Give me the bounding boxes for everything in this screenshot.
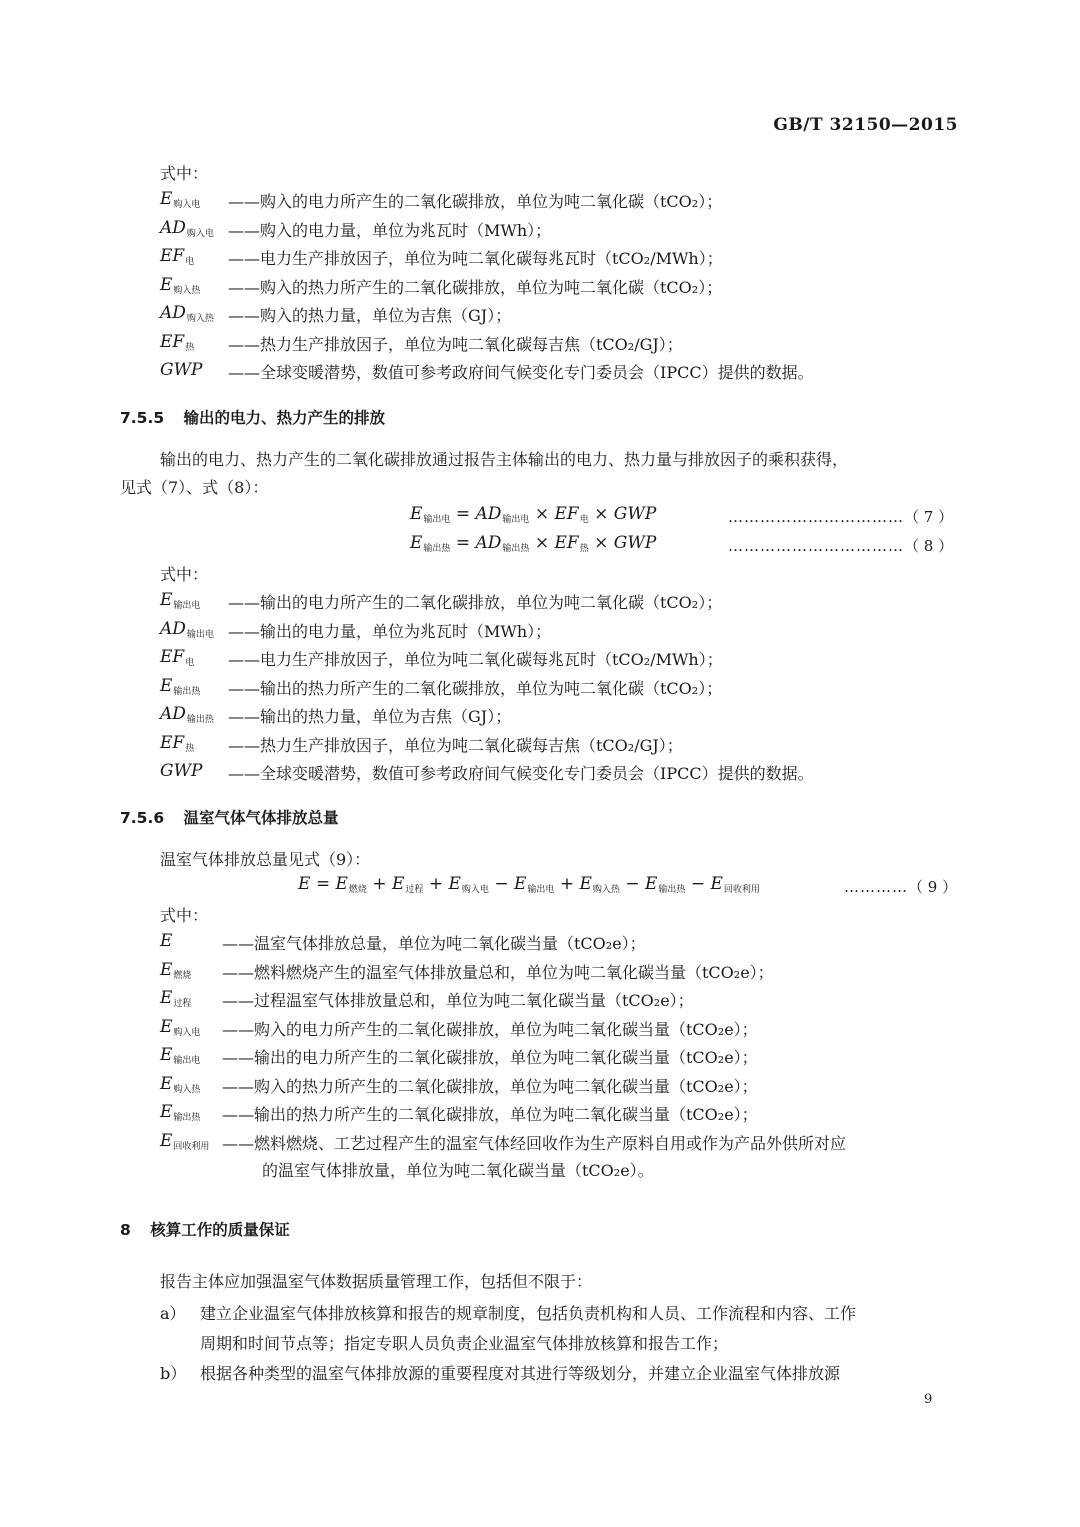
equation-7-leader — [728, 506, 953, 527]
symbol: E — [160, 988, 173, 1008]
definition-symbol — [160, 1102, 200, 1122]
definition-text: ——购入的电力量，单位为兆瓦时（MWh）； — [228, 220, 552, 240]
definition-symbol — [160, 590, 200, 610]
symbol-subscript: 购入电 — [173, 1027, 201, 1038]
symbol: EF — [160, 331, 185, 352]
symbol-subscript: 输出热 — [186, 715, 214, 725]
symbol: GWP — [160, 761, 203, 781]
symbol-subscript: 购入热 — [186, 314, 214, 324]
page-number: 9 — [924, 1392, 933, 1407]
definition-text: ——购入的电力所产生的二氧化碳排放，单位为吨二氧化碳（tCO₂）； — [228, 192, 723, 211]
symbol: EF — [160, 732, 185, 753]
symbol-subscript: 电 — [185, 658, 195, 668]
definition-symbol — [160, 360, 203, 380]
definition-symbol — [160, 960, 191, 980]
section-heading-8 — [120, 1218, 290, 1240]
definition-symbol — [160, 931, 172, 951]
definition-symbol — [160, 676, 200, 696]
definition-text: ——全球变暖潜势，数值可参考政府间气候变化专门委员会（IPCC）提供的数据。 — [228, 363, 814, 382]
definition-text: ——购入的热力所产生的二氧化碳排放，单位为吨二氧化碳（tCO₂）； — [228, 277, 723, 297]
definition-text: ——输出的热力量，单位为吉焦（GJ）； — [228, 707, 512, 726]
definition-text: ——输出的电力所产生的二氧化碳排放，单位为吨二氧化碳（tCO₂）； — [228, 593, 723, 612]
definition-symbol — [160, 218, 214, 238]
paragraph: 输出的电力、热力产生的二氧化碳排放通过报告主体输出的电力、热力量与排放因子的乘积获得， — [160, 450, 849, 469]
definition-text: ——燃料燃烧、工艺过程产生的温室气体经回收作为生产原料自用或作为产品外供所对应 — [222, 1133, 847, 1153]
paragraph: 温室气体排放总量见式（9）： — [160, 850, 371, 869]
symbol: E — [160, 959, 173, 980]
symbol: E — [160, 931, 173, 951]
symbol-subscript: 输出热 — [173, 1113, 201, 1123]
symbol: E — [160, 1130, 173, 1151]
where-label: 式中： — [160, 565, 209, 584]
symbol-subscript: 燃烧 — [173, 970, 192, 981]
symbol-subscript: 输出电 — [173, 601, 201, 611]
equation-number: （ 8 ） — [904, 537, 954, 555]
list-item-text: 建立企业温室气体排放核算和报告的规章制度，包括负责机构和人员、工作流程和内容、工作 — [200, 1304, 857, 1323]
definition-text: ——电力生产排放因子，单位为吨二氧化碳每兆瓦时（tCO₂/MWh）； — [228, 650, 723, 669]
definition-symbol — [160, 761, 203, 781]
definition-text: ——输出的电力量，单位为兆瓦时（MWh）； — [228, 621, 552, 641]
definition-text: ——热力生产排放因子，单位为吨二氧化碳每吉焦（tCO₂/GJ）； — [228, 334, 683, 354]
section-title: 核算工作的质量保证 — [150, 1221, 290, 1239]
symbol-subscript: 购入电 — [173, 200, 201, 210]
definition-symbol — [160, 332, 194, 352]
symbol-subscript: 输出热 — [173, 686, 201, 697]
equation-9-leader — [844, 876, 957, 897]
list-item-label: a） — [160, 1304, 186, 1323]
symbol: EF — [160, 647, 185, 667]
section-title: 输出的电力、热力产生的排放 — [183, 409, 386, 427]
definition-symbol — [160, 619, 214, 639]
definition-symbol — [160, 988, 191, 1008]
definition-text: ——全球变暖潜势，数值可参考政府间气候变化专门委员会（IPCC）提供的数据。 — [228, 764, 814, 783]
list-item-text: 根据各种类型的温室气体排放源的重要程度对其进行等级划分，并建立企业温室气体排放源 — [200, 1364, 841, 1383]
symbol: AD — [160, 618, 186, 639]
standard-number: GB/T 32150—2015 — [773, 115, 958, 135]
equation-7: E输出电 = AD输出电 × EF电 × GWP — [410, 504, 657, 525]
definition-text: ——过程温室气体排放量总和，单位为吨二氧化碳当量（tCO₂e）； — [222, 991, 694, 1010]
definition-text: ——输出的热力所产生的二氧化碳排放，单位为吨二氧化碳（tCO₂）； — [228, 678, 723, 698]
symbol-subscript: 购入热 — [173, 285, 201, 296]
definition-symbol — [160, 246, 194, 266]
definition-symbol — [160, 1131, 209, 1151]
section-number: 8 — [120, 1221, 131, 1239]
definition-continuation: 的温室气体排放量，单位为吨二氧化碳当量（tCO₂e）。 — [262, 1161, 654, 1180]
definition-text: ——购入的热力量，单位为吉焦（GJ）； — [228, 306, 512, 325]
definition-text: ——电力生产排放因子，单位为吨二氧化碳每兆瓦时（tCO₂/MWh）； — [228, 249, 723, 268]
symbol: E — [160, 1016, 173, 1037]
definition-text: ——燃料燃烧产生的温室气体排放量总和，单位为吨二氧化碳当量（tCO₂e）； — [222, 962, 774, 982]
symbol: E — [160, 675, 173, 696]
symbol-subscript: 购入电 — [186, 228, 214, 239]
section-number: 7.5.6 — [120, 809, 165, 827]
paragraph: 见式（7）、式（8）： — [120, 478, 269, 497]
symbol: E — [160, 590, 173, 610]
symbol-subscript: 过程 — [173, 999, 192, 1009]
definition-symbol — [160, 1045, 200, 1065]
definition-symbol — [160, 275, 200, 295]
equation-8: E输出热 = AD输出热 × EF热 × GWP — [410, 533, 657, 554]
symbol-subscript: 热 — [185, 342, 195, 353]
where-label: 式中： — [160, 164, 209, 183]
section-number: 7.5.5 — [120, 409, 165, 427]
definition-symbol — [160, 647, 194, 667]
section-heading-7-5-5 — [120, 406, 385, 428]
symbol-subscript: 热 — [185, 743, 195, 754]
symbol: EF — [160, 246, 185, 266]
symbol-subscript: 回收利用 — [173, 1141, 210, 1152]
symbol: E — [160, 1102, 173, 1122]
symbol-subscript: 输出电 — [186, 629, 214, 640]
paragraph: 报告主体应加强温室气体数据质量管理工作，包括但不限于： — [160, 1272, 593, 1291]
symbol: E — [160, 1073, 173, 1094]
leader-dots: ………… — [844, 878, 908, 896]
definition-text: ——输出的热力所产生的二氧化碳排放，单位为吨二氧化碳当量（tCO₂e）； — [222, 1105, 758, 1124]
where-label: 式中： — [160, 906, 209, 925]
section-title: 温室气体气体排放总量 — [183, 809, 339, 827]
equation-9: E = E燃烧 + E过程 + E购入电 − E输出电 + E购入热 − E输出热 − E回收利用 — [298, 874, 760, 895]
definition-symbol — [160, 733, 194, 753]
section-heading-7-5-6 — [120, 806, 339, 828]
list-item-label: b） — [160, 1364, 187, 1383]
definition-text: ——购入的热力所产生的二氧化碳排放，单位为吨二氧化碳当量（tCO₂e）； — [222, 1076, 758, 1096]
symbol: E — [160, 1045, 173, 1065]
symbol: E — [160, 189, 173, 209]
symbol: AD — [160, 303, 186, 323]
equation-number: （ 9 ） — [908, 878, 958, 896]
symbol: AD — [160, 704, 186, 724]
symbol-subscript: 购入热 — [173, 1084, 201, 1095]
definition-text: ——输出的电力所产生的二氧化碳排放，单位为吨二氧化碳当量（tCO₂e）； — [222, 1048, 758, 1067]
equation-number: （ 7 ） — [904, 508, 954, 526]
symbol: GWP — [160, 360, 203, 380]
list-item-text: 周期和时间节点等；指定专职人员负责企业温室气体排放核算和报告工作； — [200, 1334, 729, 1353]
symbol: AD — [160, 217, 186, 238]
definition-text: ——温室气体排放总量，单位为吨二氧化碳当量（tCO₂e）； — [222, 934, 646, 953]
definition-symbol — [160, 704, 214, 724]
definition-text: ——热力生产排放因子，单位为吨二氧化碳每吉焦（tCO₂/GJ）； — [228, 735, 683, 755]
definition-symbol — [160, 189, 200, 209]
equation-8-leader — [728, 535, 953, 556]
definition-symbol — [160, 303, 214, 323]
leader-dots: …………………………… — [728, 508, 904, 526]
symbol: E — [160, 274, 173, 295]
symbol-subscript: 输出电 — [173, 1056, 201, 1066]
definition-symbol — [160, 1017, 200, 1037]
symbol-subscript: 电 — [185, 257, 195, 267]
definition-text: ——购入的电力所产生的二氧化碳排放，单位为吨二氧化碳当量（tCO₂e）； — [222, 1019, 758, 1039]
definition-symbol — [160, 1074, 200, 1094]
leader-dots: …………………………… — [728, 537, 904, 555]
